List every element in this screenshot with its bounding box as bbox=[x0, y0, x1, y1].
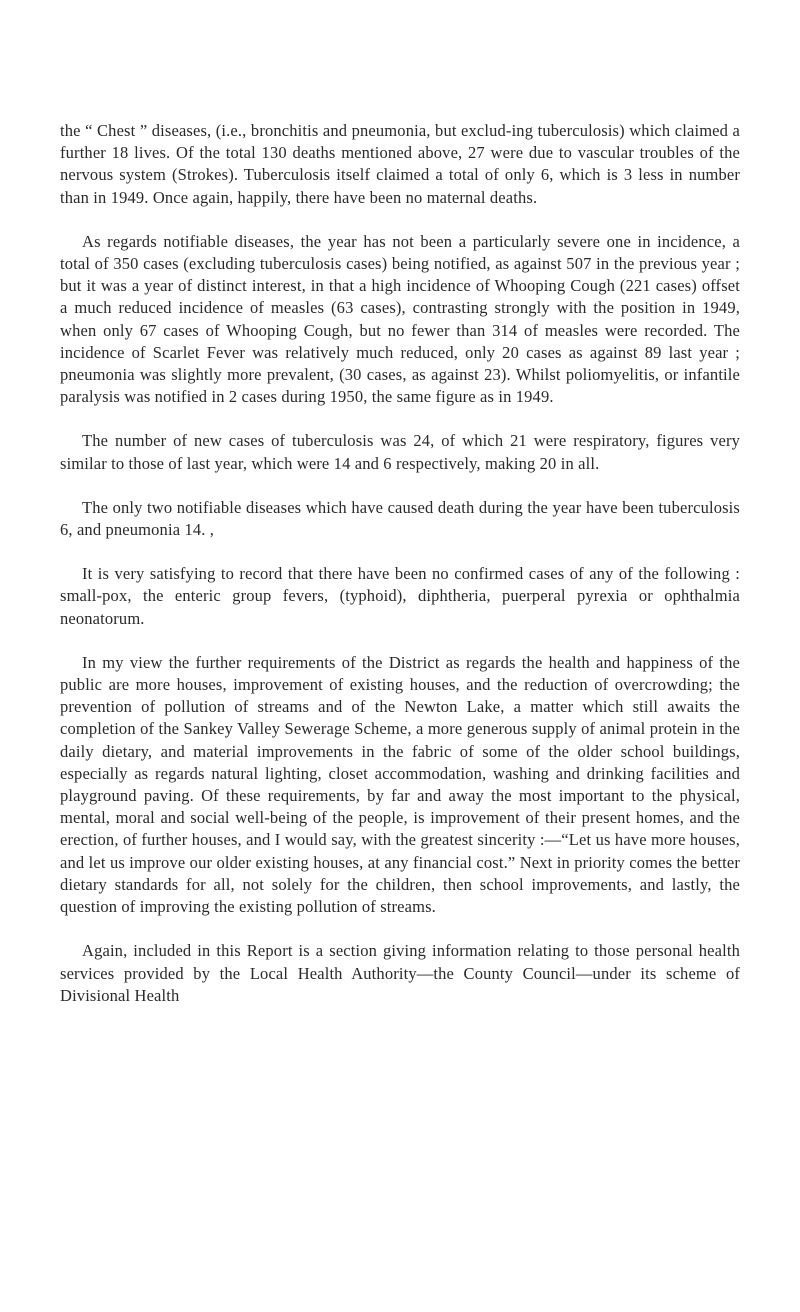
paragraph-notifiable-diseases: As regards notifiable diseases, the year has not been a particularly severe one in incidence, a total of 350 cases (excluding tuberculosis cases) being notified, as against 507 in the previous year ; but it was a year of distinct interest, in that a high incidence of Whooping Cough (221 cases) offset a much reduced incidence of measles (63 cases), contrasting strongly with the position in 1949, when only 67 cases of Whooping Cough, but no fewer than 314 of measles were recorded. The incidence of Scarlet Fever was relatively much reduced, only 20 cases as against 89 last year ; pneumonia was slightly more prevalent, (30 cases, as against 23). Whilst poliomyelitis, or infantile paralysis was notified in 2 cases during 1950, the same figure as in 1949. bbox=[60, 231, 740, 407]
paragraph-causes-of-death: The only two notifiable diseases which have caused death during the year have been tuberculosis 6, and pneumonia 14. , bbox=[60, 497, 740, 540]
paragraph-personal-health-services: Again, included in this Report is a section giving information relating to those personal health services provided by the Local Health Authority—the County Council—under its scheme of Divisional Health bbox=[60, 941, 740, 1005]
document-page bbox=[60, 120, 740, 1029]
paragraph-district-requirements: In my view the further requirements of the District as regards the health and happiness of the public are more houses, improvement of existing houses, and the reduction of overcrowding; the prevention of pollution of streams and of the Newton Lake, a matter which still awaits the completion of the Sankey Valley Sewerage Scheme, a more generous supply of animal protein in the daily dietary, and material improvements in the fabric of some of the older school buildings, especially as regards natural lighting, closet accommodation, washing and drinking facilities and playground paving. Of these requirements, by far and away the most important to the physical, mental, moral and social well-being of the people, is improvement of their present homes, and the erection, of further houses, and I would say, with the greatest sincerity :—“Let us have more houses, and let us improve our older existing houses, at any financial cost.” Next in priority comes the better dietary standards for all, not solely for the children, then school improvements, and lastly, the question of improving the existing pollution of streams. bbox=[60, 652, 740, 917]
paragraph-chest-diseases: the “ Chest ” diseases, (i.e., bronchitis and pneumonia, but exclud-ing tuberculosis) which claimed a further 18 lives. Of the total 130 deaths mentioned above, 27 were due to vascular troubles of the nervous system (Strokes). Tuberculosis itself claimed a total of only 6, which is 3 less in number than in 1949. Once again, happily, there have been no maternal deaths. bbox=[60, 121, 740, 207]
paragraph-tuberculosis-cases: The number of new cases of tuberculosis was 24, of which 21 were respiratory, figures very similar to those of last year, which were 14 and 6 respectively, making 20 in all. bbox=[60, 431, 740, 473]
paragraph-no-confirmed-cases: It is very satisfying to record that there have been no confirmed cases of any of the following : small-pox, the enteric group fevers, (typhoid), diphtheria, puerperal pyrexia or ophthalmia neonatorum. bbox=[60, 564, 740, 628]
